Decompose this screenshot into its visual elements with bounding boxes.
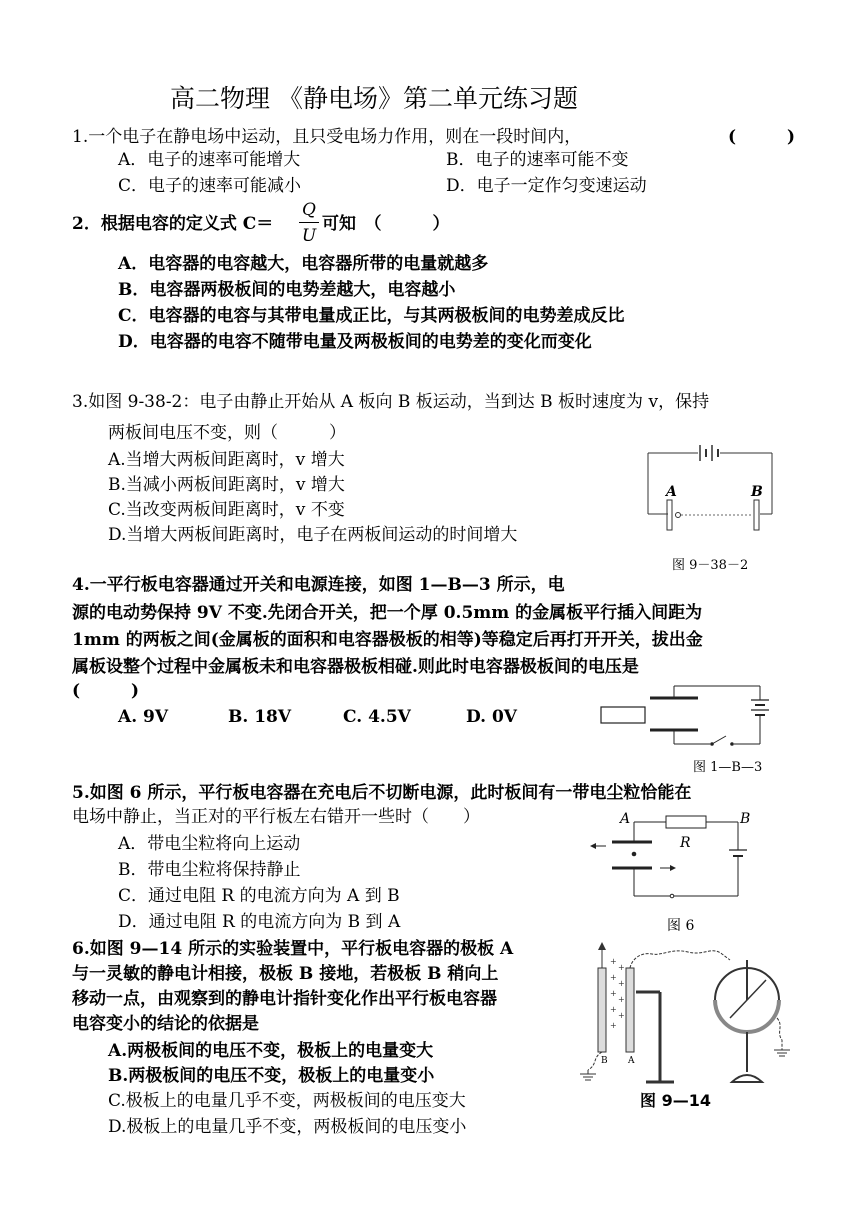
- q5-stem-line-1: 5.如图 6 所示，平行板电容器在充电后不切断电源，此时板间有一带电尘粒恰能在: [72, 783, 692, 803]
- q3-option-b: B.当减小两板间距离时，v 增大: [108, 475, 345, 495]
- q3-option-c: C.当改变两板间距离时，v 不变: [108, 500, 345, 520]
- q2-option-b: B．电容器两极板间的电势差越大，电容越小: [118, 280, 456, 300]
- q4-stem-line-3: 1mm 的两板之间(金属板的面积和电容器极板的相等)等稳定后再打开开关，拔出金: [72, 630, 703, 650]
- q6-stem-line-3: 移动一点，由观察到的静电计指针变化作出平行板电容器: [72, 989, 497, 1009]
- q3-stem: 3.如图 9-38-2：电子由静止开始从 A 板向 B 板运动，当到达 B 板时速度为 v，保持: [72, 392, 710, 412]
- fraction-bar: [299, 222, 319, 223]
- svg-text:+: +: [618, 979, 625, 988]
- q4-option-c: C. 4.5V: [343, 707, 411, 727]
- q1-option-a: A．电子的速率可能增大: [118, 150, 301, 170]
- q6-option-d: D.极板上的电量几乎不变，两极板间的电压变小: [108, 1117, 467, 1137]
- q5-fig-label-b: B: [740, 811, 751, 827]
- q3-figure-caption: 图 9－38－2: [672, 558, 749, 573]
- svg-text:+: +: [610, 957, 617, 966]
- q4-option-b: B. 18V: [228, 707, 292, 727]
- q6-stem-line-4: 电容变小的结论的依据是: [72, 1014, 259, 1034]
- q6-stem-line-1: 6.如图 9—14 所示的实验装置中，平行板电容器的极板 A: [72, 939, 514, 959]
- q2-fraction-numerator: Q: [302, 200, 316, 220]
- q4-stem-line-2: 源的电动势保持 9V 不变.先闭合开关，把一个厚 0.5mm 的金属板平行插入间距为: [72, 603, 703, 623]
- q1-option-c: C．电子的速率可能减小: [118, 176, 302, 196]
- q5-option-a: A．带电尘粒将向上运动: [118, 834, 301, 854]
- svg-text:+: +: [618, 995, 625, 1004]
- figure-1-B-3: [598, 680, 778, 750]
- svg-text:+: +: [610, 989, 617, 998]
- q2-stem: 2．根据电容的定义式 C＝: [72, 214, 274, 234]
- svg-text:+: +: [610, 1021, 617, 1030]
- q5-option-b: B．带电尘粒将保持静止: [118, 860, 301, 880]
- q5-fig-label-r: R: [680, 835, 691, 851]
- figure-6: [586, 810, 756, 900]
- q1-option-b: B．电子的速率可能不变: [446, 150, 629, 170]
- q6-option-c: C.极板上的电量几乎不变，两极板间的电压变大: [108, 1091, 466, 1111]
- q6-option-a: A.两极板间的电压不变，极板上的电量变大: [108, 1041, 434, 1061]
- svg-text:+: +: [610, 1005, 617, 1014]
- q5-stem-line-2: 电场中静止，当正对的平行板左右错开一些时（ ）: [72, 807, 480, 827]
- q3-fig-label-b: B: [751, 484, 763, 500]
- q1-option-d: D．电子一定作匀变速运动: [446, 176, 647, 196]
- q5-option-c: C．通过电阻 R 的电流方向为 A 到 B: [118, 886, 400, 906]
- q5-figure-caption: 图 6: [667, 918, 695, 934]
- q4-option-d: D. 0V: [466, 707, 517, 727]
- q6-stem-line-2: 与一灵敏的静电计相接，极板 B 接地，若极板 B 稍向上: [72, 964, 499, 984]
- q2-option-a: A．电容器的电容越大，电容器所带的电量就越多: [118, 254, 489, 274]
- q2-fraction-denominator: U: [301, 226, 317, 246]
- q5-fig-label-a: A: [620, 811, 631, 827]
- q3-option-d: D.当增大两板间距离时，电子在两板间运动的时间增大: [108, 525, 518, 545]
- q4-answer-bracket: ( ): [72, 681, 140, 701]
- q3-option-a: A.当增大两板间距离时，v 增大: [108, 450, 345, 470]
- q1-answer-bracket: ( ): [728, 127, 796, 147]
- q3-fig-label-a: A: [666, 484, 677, 500]
- q3-stem-2: 两板间电压不变，则（ ）: [108, 423, 346, 443]
- q6-fig-label-b: B: [601, 1056, 608, 1066]
- q5-option-d: D．通过电阻 R 的电流方向为 B 到 A: [118, 912, 401, 932]
- q2-option-d: D．电容器的电容不随带电量及两极板间的电势差的变化而变化: [118, 332, 592, 352]
- page-title: 高二物理 《静电场》第二单元练习题: [170, 84, 578, 113]
- q2-stem-tail: 可知 （ ）: [322, 214, 450, 234]
- q6-option-b: B.两极板间的电压不变，极板上的电量变小: [108, 1066, 435, 1086]
- q6-fig-label-a: A: [628, 1056, 635, 1066]
- q4-option-a: A. 9V: [118, 707, 169, 727]
- q4-stem-line-1: 4.一平行板电容器通过开关和电源连接，如图 1—B—3 所示，电: [72, 575, 565, 595]
- q2-option-c: C．电容器的电容与其带电量成正比，与其两极板间的电势差成反比: [118, 306, 625, 326]
- svg-text:+: +: [618, 1011, 625, 1020]
- figure-9-14: [572, 940, 792, 1090]
- svg-text:+: +: [610, 973, 617, 982]
- q4-stem-line-4: 属板设整个过程中金属板未和电容器极板相碰.则此时电容器极板间的电压是: [72, 657, 639, 677]
- svg-text:+: +: [618, 963, 625, 972]
- q6-figure-caption: 图 9—14: [640, 1091, 711, 1110]
- q1-stem: 1.一个电子在静电场中运动，且只受电场力作用，则在一段时间内，: [72, 127, 582, 147]
- q4-figure-caption: 图 1—B—3: [693, 760, 763, 775]
